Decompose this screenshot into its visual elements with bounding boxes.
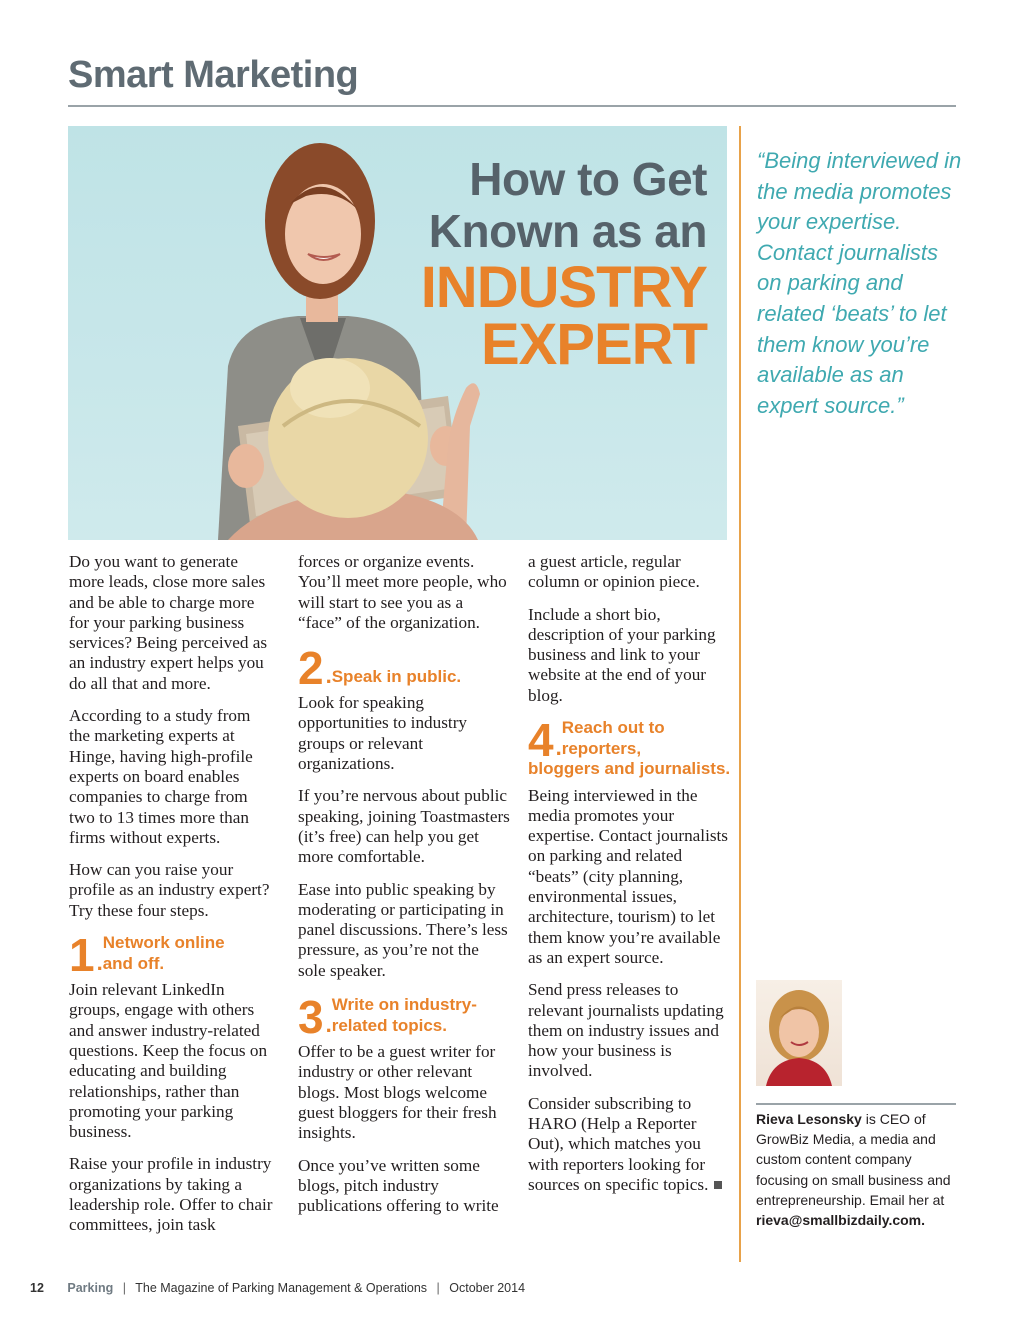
pull-quote: “Being interviewed in the media promotes your expertise. Contact journalists on parking and related ‘beats’ to let them know you’re available as an expert source.” bbox=[757, 148, 962, 418]
title-rule bbox=[68, 105, 956, 107]
step-title: Speak in public. bbox=[331, 666, 462, 686]
author-bio-text: is CEO of GrowBiz Media, a media and custom content company focusing on small business and entrepreneurship. Email her at bbox=[756, 1111, 951, 1208]
paragraph: Offer to be a guest writer for industry or other relevant blogs. Most blogs welcome guest bloggers for their fresh insights. bbox=[298, 1042, 497, 1143]
step-number: 3 bbox=[298, 991, 324, 1044]
body-column-1 bbox=[69, 552, 274, 1248]
step-dot: . bbox=[555, 735, 562, 761]
step-heading-3 bbox=[298, 991, 510, 1044]
step-dot: . bbox=[325, 1012, 332, 1038]
page-number: 12 bbox=[30, 1281, 44, 1295]
step-number: 4 bbox=[528, 714, 554, 767]
author-portrait-illustration bbox=[756, 980, 842, 1086]
footer-separator: | bbox=[436, 1281, 440, 1295]
sidebar-divider bbox=[739, 126, 741, 1262]
headline-line-2: Known as an bbox=[428, 205, 707, 257]
headline bbox=[420, 153, 707, 377]
body-column-3 bbox=[528, 552, 733, 1207]
step-number: 1 bbox=[69, 929, 95, 982]
magazine-subtitle: The Magazine of Parking Management & Operations bbox=[135, 1281, 428, 1295]
paragraph: Raise your profile in industry organizations by taking a leadership role. Offer to chair committees, join task bbox=[69, 1154, 273, 1235]
paragraph: forces or organize events. You’ll meet more people, who will start to see you as a “face” of the organization. bbox=[298, 552, 507, 632]
step-title: Reach out to reporters, bbox=[561, 718, 665, 758]
author-email[interactable]: rieva@smallbizdaily.com. bbox=[756, 1212, 926, 1229]
author-bio bbox=[756, 1109, 961, 1230]
hero-image bbox=[68, 126, 727, 540]
author-rule bbox=[756, 1103, 956, 1105]
body-column-2 bbox=[298, 552, 510, 1228]
paragraph: Being interviewed in the media promotes your expertise. Contact journalists on parking and related “beats” (city planning, environmental issues, architecture, tourism) to let them know you’re available as an expert source. bbox=[528, 785, 728, 967]
author-photo bbox=[756, 980, 842, 1086]
issue-date: October 2014 bbox=[449, 1281, 526, 1295]
paragraph: Look for speaking opportunities to industry groups or relevant organizations. bbox=[298, 693, 468, 774]
headline-line-3: INDUSTRY bbox=[420, 255, 707, 320]
section-title: Smart Marketing bbox=[68, 54, 359, 96]
step-heading-2 bbox=[298, 642, 510, 695]
step-heading-4 bbox=[528, 714, 733, 767]
paragraph: a guest article, regular column or opinion piece. bbox=[528, 552, 700, 592]
step-number: 2 bbox=[298, 642, 324, 695]
headline-line-4: EXPERT bbox=[480, 311, 707, 377]
paragraph: According to a study from the marketing experts at Hinge, having high-profile experts on board enables companies to charge from two to 13 times more than firms without experts. bbox=[69, 706, 253, 847]
paragraph: Do you want to generate more leads, close more sales and be able to charge more for your parking business services? Being perceived as an industry expert helps you do all that and more. bbox=[69, 552, 268, 693]
paragraph bbox=[528, 1094, 733, 1195]
step-dot: . bbox=[325, 663, 332, 689]
step-dot: . bbox=[96, 950, 103, 976]
end-mark-icon bbox=[714, 1181, 722, 1189]
step-title: Write on industry- related topics. bbox=[331, 995, 477, 1035]
step-heading-1 bbox=[69, 929, 274, 982]
paragraph: Include a short bio, description of your parking business and link to your website at the end of your blog. bbox=[528, 604, 716, 705]
author-name: Rieva Lesonsky bbox=[756, 1111, 862, 1127]
headline-line-1: How to Get bbox=[469, 153, 707, 205]
paragraph: If you’re nervous about public speaking, joining Toastmasters (it’s free) can help you get more comfortable. bbox=[298, 786, 510, 867]
paragraph-text: Consider subscribing to HARO (Help a Reporter Out), which matches you with reporters looking for sources on specific topics. bbox=[528, 1093, 709, 1194]
page-footer bbox=[30, 1281, 525, 1295]
paragraph: Once you’ve written some blogs, pitch industry publications offering to write bbox=[298, 1155, 499, 1216]
magazine-name: Parking bbox=[67, 1281, 114, 1295]
paragraph: Join relevant LinkedIn groups, engage with others and answer industry-related questions. Keep the focus on educating and building relationships, rather than promoting your parking business. bbox=[69, 980, 268, 1142]
step-title: Network online and off. bbox=[102, 933, 225, 973]
paragraph: Send press releases to relevant journalists updating them on industry issues and how your business is involved. bbox=[528, 980, 724, 1081]
step-title-continued: bloggers and journalists. bbox=[528, 759, 731, 779]
paragraph: Ease into public speaking by moderating or participating in panel discussions. There’s less pressure, as you’re not the sole speaker. bbox=[298, 879, 508, 980]
paragraph: How can you raise your profile as an industry expert? Try these four steps. bbox=[69, 860, 270, 920]
footer-separator: | bbox=[122, 1281, 126, 1295]
